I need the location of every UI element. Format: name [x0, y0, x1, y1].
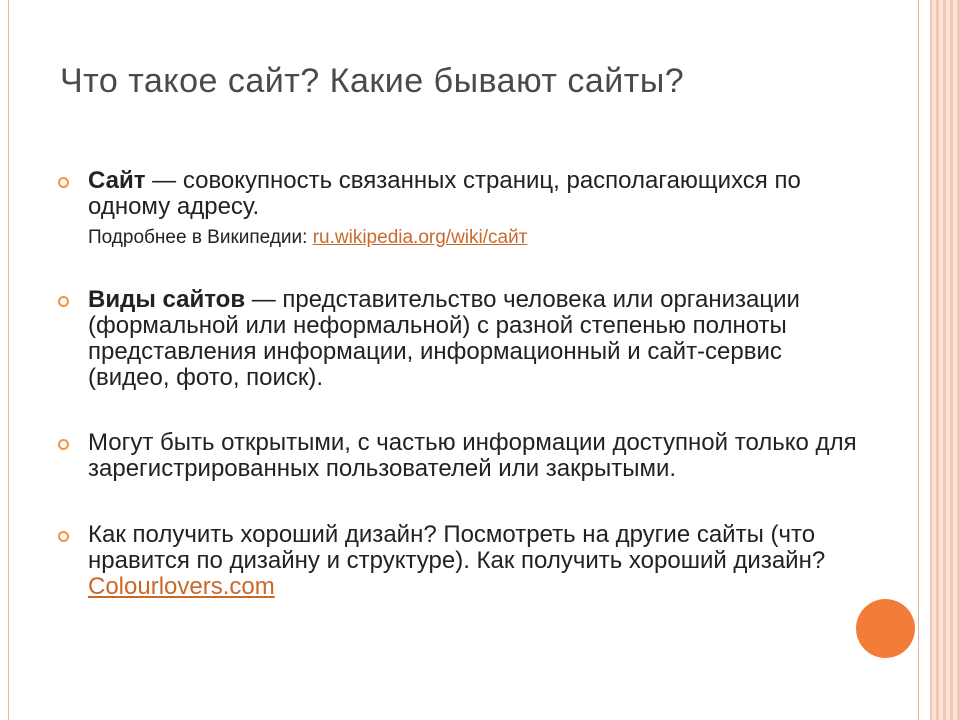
bullet-access — [58, 430, 858, 482]
wikipedia-link[interactable]: ru.wikipedia.org/wiki/сайт — [312, 227, 528, 248]
slide-title: Что такое сайт? Какие бывают сайты? — [60, 62, 685, 100]
bullet-ring-icon — [58, 296, 69, 307]
slide-body — [58, 168, 858, 600]
bullet-text: — представительство человека или организации (формальной или неформальной) с разной степенью полноты представления информации, информационный и сайт-сервис (видео, фото, поиск). — [88, 286, 800, 391]
bullet-ring-icon — [58, 531, 69, 542]
bullet-ring-icon — [58, 439, 69, 450]
decorative-stripes — [922, 0, 960, 720]
bullet-design — [58, 522, 858, 600]
term-site: Сайт — [88, 167, 146, 194]
bullet-text: Как получить хороший дизайн? Посмотреть на другие сайты (что нравится по дизайну и структуре). Как получить хороший дизайн? — [88, 521, 826, 574]
decorative-orange-circle — [856, 599, 915, 658]
bullet-text: Могут быть открытыми, с частью информации доступной только для зарегистрированных пользователей или закрытыми. — [88, 429, 857, 482]
colourlovers-link[interactable]: Colourlovers.com — [88, 573, 275, 600]
bullet-site-definition — [58, 168, 858, 250]
term-site-types: Виды сайтов — [88, 286, 246, 313]
wikipedia-note — [88, 226, 858, 250]
bullet-text: — совокупность связанных страниц, располагающихся по одному адресу. — [88, 167, 801, 220]
wikipedia-note-label: Подробнее в Википедии: — [88, 227, 313, 248]
bullet-site-types — [58, 287, 858, 391]
bullet-ring-icon — [58, 177, 69, 188]
